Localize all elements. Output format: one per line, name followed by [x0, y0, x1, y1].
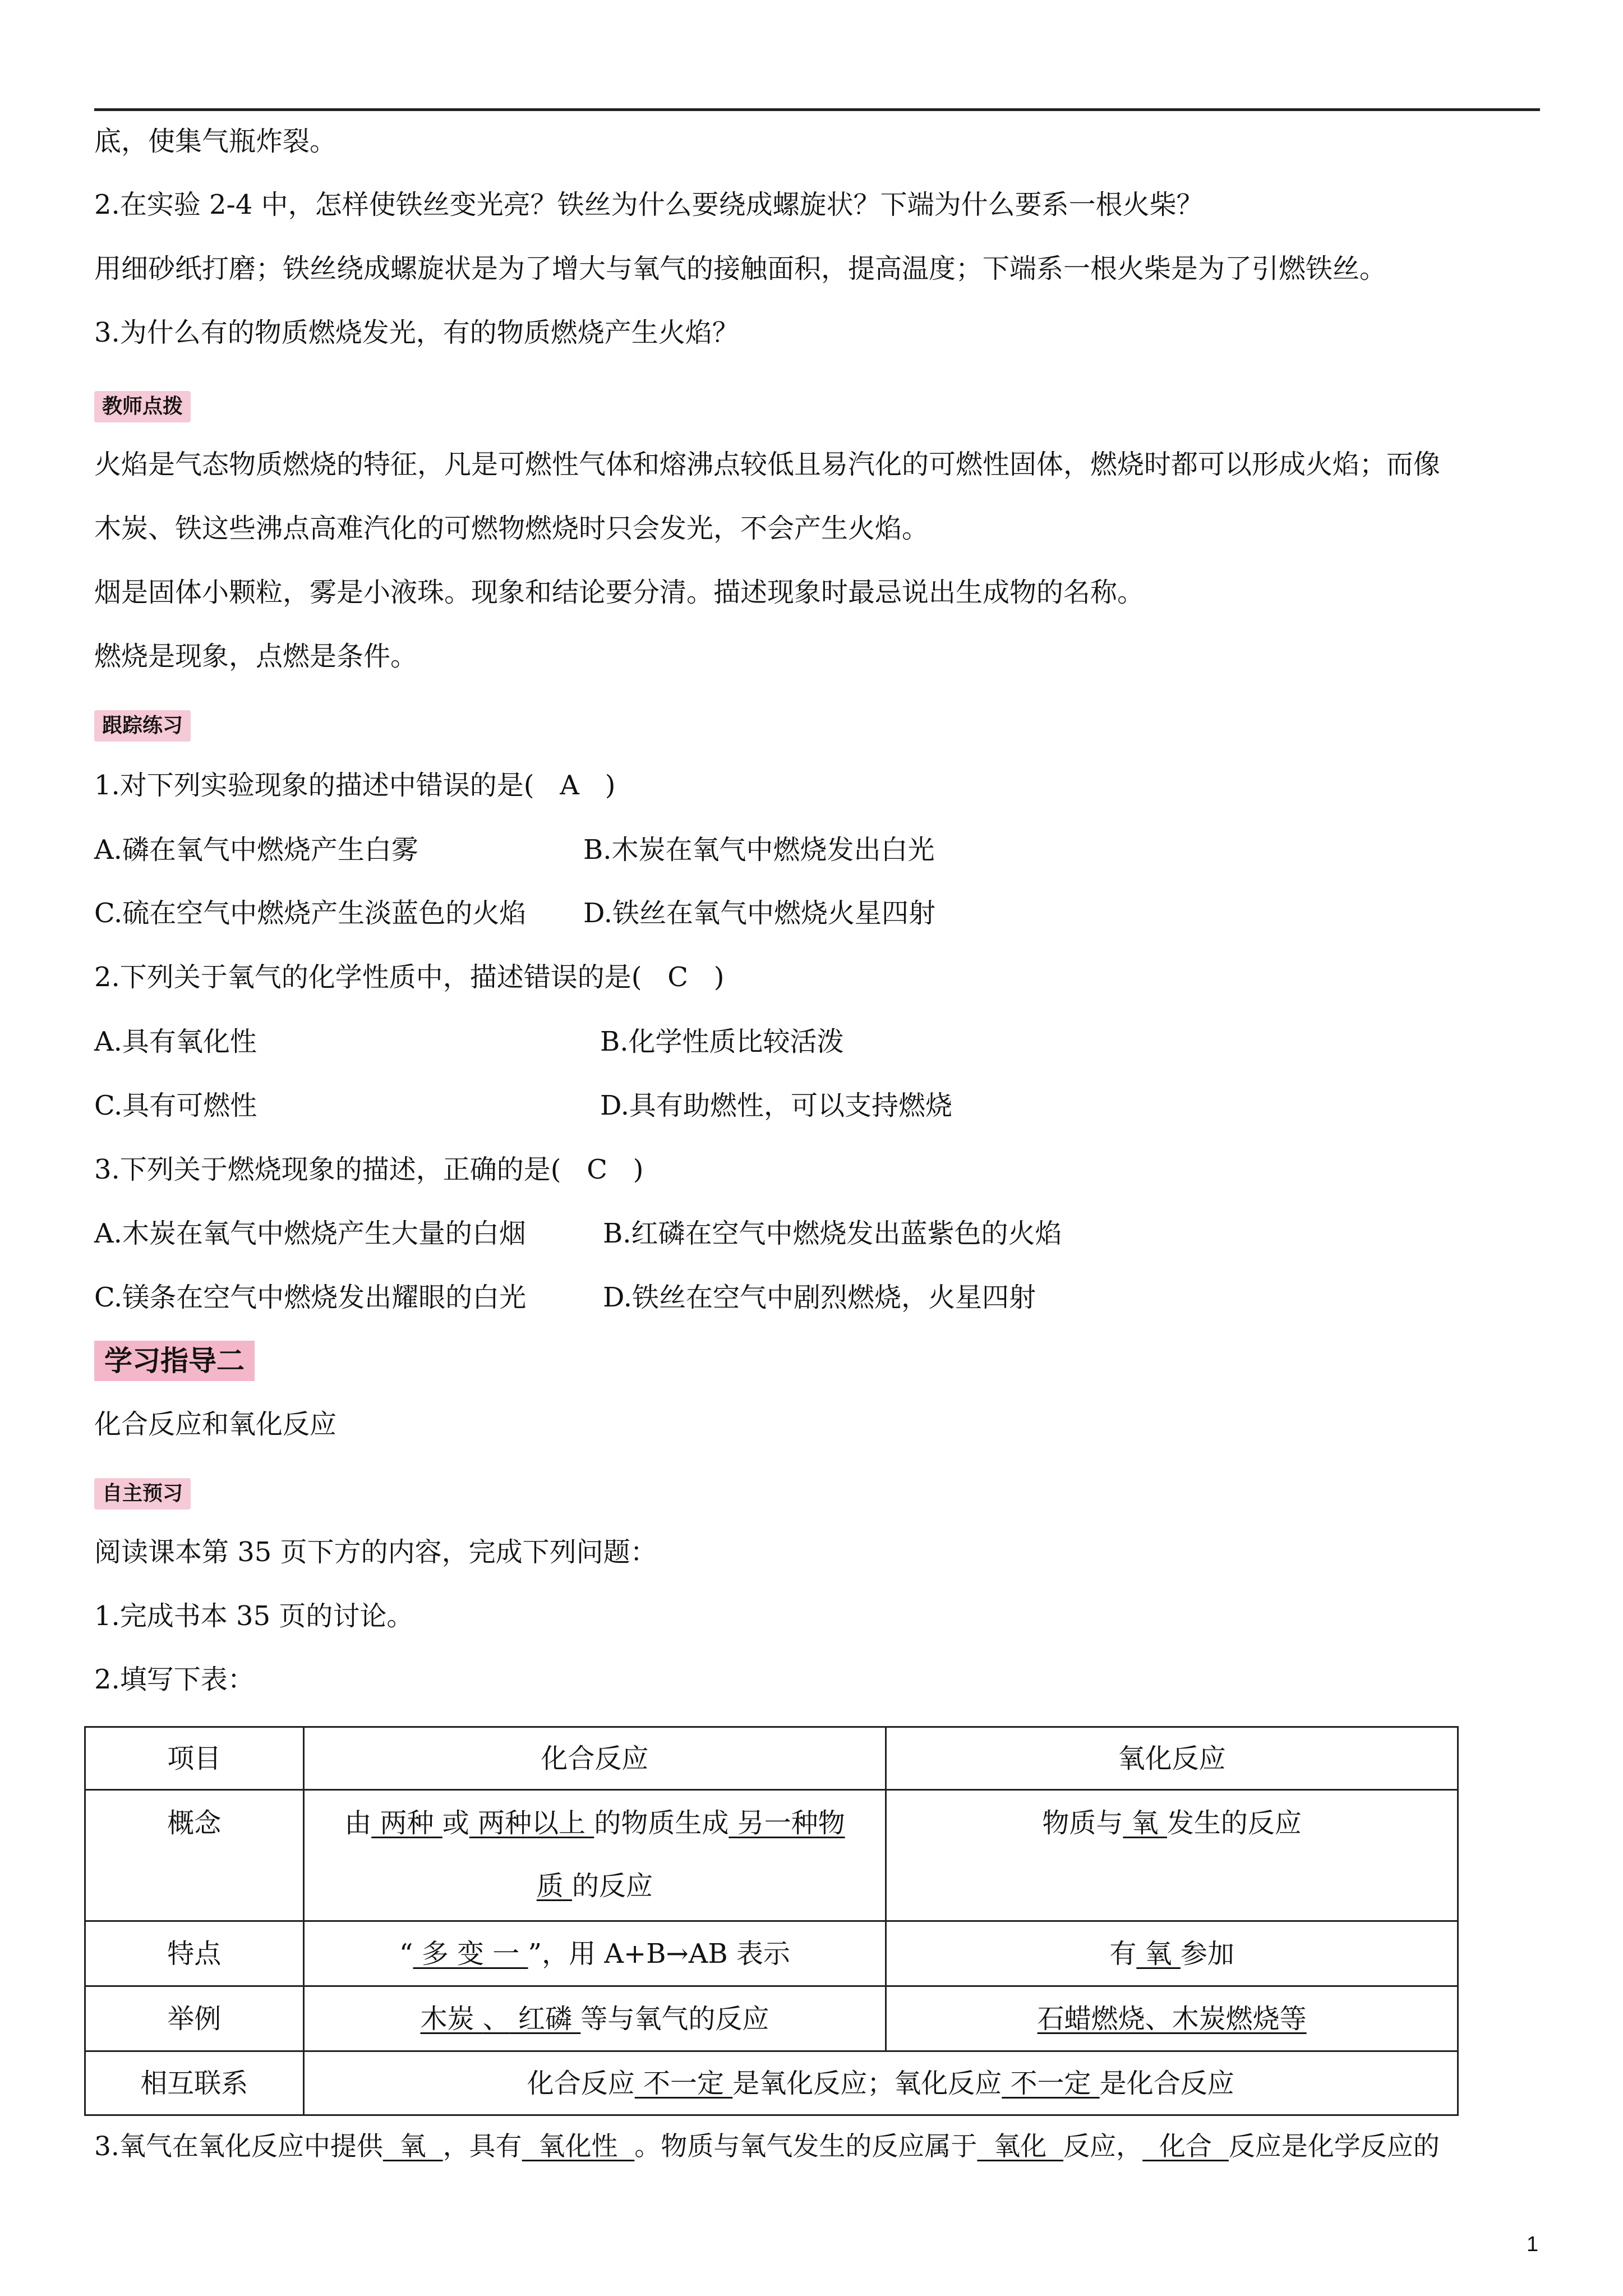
section-2-heading: 学习指导二 — [94, 1341, 255, 1381]
cell-text: 化合反应 — [527, 2067, 635, 2099]
answer-2: 用细砂纸打磨；铁丝绕成螺旋状是为了增大与氧气的接触面积，提高温度；下端系一根火柴是为了引燃铁丝。 — [94, 253, 1387, 284]
practice-label: 跟踪练习 — [94, 710, 191, 742]
answer-blank: 、 — [482, 2003, 510, 2035]
cell-line — [316, 1869, 874, 1903]
teacher-tips-label: 教师点拨 — [94, 391, 191, 422]
table-row — [85, 2051, 1458, 2115]
table-cell — [886, 1986, 1458, 2051]
answer-blank: 一 — [484, 1938, 528, 1970]
question-2: 2.在实验 2-4 中，怎样使铁丝变光亮？铁丝为什么要绕成螺旋状？下端为什么要系一根火柴？ — [94, 189, 1204, 220]
page-number: 1 — [1527, 2233, 1539, 2256]
table-header-row — [85, 1727, 1458, 1790]
option-d: D.铁丝在空气中剧烈燃烧，火星四射 — [603, 1282, 1036, 1313]
cell-text: 由 — [344, 1807, 372, 1839]
option-b: B.红磷在空气中燃烧发出蓝紫色的火焰 — [603, 1218, 1062, 1249]
answer-blank: 两种 — [371, 1807, 442, 1839]
answer-blank: 不一定 — [1002, 2067, 1100, 2099]
option-c: C.硫在空气中燃烧产生淡蓝色的火焰 — [94, 898, 527, 929]
cell-text: 或 — [442, 1807, 469, 1839]
text-line: 底，使集气瓶炸裂。 — [94, 126, 337, 157]
table-cell — [303, 1921, 886, 1986]
cell-line — [316, 1806, 874, 1840]
answer-blank: 木炭 — [420, 2003, 483, 2035]
row-label: 举例 — [85, 1986, 304, 2051]
practice-question-3: 3.下列关于燃烧现象的描述，正确的是( C ) — [94, 1154, 644, 1185]
table-cell — [303, 1790, 886, 1921]
tips-line: 烟是固体小颗粒，雾是小液珠。现象和结论要分清。描述现象时最忌说出生成物的名称。 — [94, 577, 1145, 608]
preview-line: 阅读课本第 35 页下方的内容，完成下列问题： — [94, 1536, 657, 1568]
option-a: A.磷在氧气中燃烧产生白雾 — [94, 834, 418, 866]
option-b: B.化学性质比较活泼 — [600, 1026, 844, 1057]
row-label: 特点 — [85, 1921, 304, 1986]
tips-line: 木炭、铁这些沸点高难汽化的可燃物燃烧时只会发光，不会产生火焰。 — [94, 513, 929, 544]
table-header: 氧化反应 — [886, 1727, 1458, 1790]
answer-blank: 氧 — [382, 2131, 443, 2162]
answer-blank: 另一种物 — [728, 1807, 845, 1839]
tips-line: 燃烧是现象，点燃是条件。 — [94, 641, 418, 672]
table-row — [85, 1790, 1458, 1921]
line-text: 。物质与氧气发生的反应属于 — [634, 2131, 978, 2162]
answer-blank: 多 — [413, 1938, 457, 1970]
answer-blank: 氧 — [1136, 1938, 1181, 1970]
option-d: D.具有助燃性，可以支持燃烧 — [600, 1090, 953, 1121]
row-label: 概念 — [85, 1790, 304, 1921]
header-rule — [94, 108, 1540, 111]
table-cell — [303, 1986, 886, 2051]
answer-blank: 石蜡燃烧、木炭燃烧等 — [1037, 2003, 1307, 2035]
question-3-fill — [94, 2130, 1440, 2164]
self-preview-label: 自主预习 — [94, 1478, 191, 1510]
answer-blank: 氧化性 — [522, 2131, 635, 2162]
cell-text: 等与氧气的反应 — [580, 2003, 769, 2035]
line-text: 反应是化学反应的 — [1228, 2131, 1440, 2162]
section-2-title: 化合反应和氧化反应 — [94, 1409, 337, 1440]
answer-blank: 变 — [457, 1938, 485, 1970]
answer-blank: 两种以上 — [469, 1807, 594, 1839]
cell-text: 有 — [1109, 1938, 1137, 1970]
cell-text: 物质与 — [1042, 1807, 1123, 1839]
cell-text: 的物质生成 — [594, 1807, 729, 1839]
option-c: C.具有可燃性 — [94, 1090, 257, 1121]
cell-text: “ — [399, 1938, 413, 1970]
answer-blank: 质 — [536, 1870, 573, 1902]
preview-line: 1.完成书本 35 页的讨论。 — [94, 1600, 414, 1632]
option-a: A.木炭在氧气中燃烧产生大量的白烟 — [94, 1218, 526, 1249]
cell-text: ”，用 A+B→AB 表示 — [528, 1938, 790, 1970]
cell-text: 是化合反应 — [1099, 2067, 1234, 2099]
practice-question-2: 2.下列关于氧气的化学性质中，描述错误的是( C ) — [94, 961, 725, 993]
cell-text: 参加 — [1180, 1938, 1234, 1970]
table-row — [85, 1986, 1458, 2051]
question-3: 3.为什么有的物质燃烧发光，有的物质燃烧产生火焰？ — [94, 317, 739, 348]
table-cell — [886, 1921, 1458, 1986]
option-d: D.铁丝在氧气中燃烧火星四射 — [583, 898, 936, 929]
reaction-table — [84, 1726, 1459, 2116]
row-label: 相互联系 — [85, 2051, 304, 2115]
table-header: 项目 — [85, 1727, 304, 1790]
table-header: 化合反应 — [303, 1727, 886, 1790]
option-a: A.具有氧化性 — [94, 1026, 257, 1057]
line-text: 3.氧气在氧化反应中提供 — [94, 2131, 383, 2162]
table-row — [85, 1921, 1458, 1986]
option-b: B.木炭在氧气中燃烧发出白光 — [583, 834, 935, 866]
answer-blank: 不一定 — [634, 2067, 733, 2099]
answer-blank: 红磷 — [509, 2003, 581, 2035]
line-text: ，具有 — [442, 2131, 522, 2162]
answer-blank: 氧化 — [977, 2131, 1064, 2162]
preview-line: 2.填写下表： — [94, 1664, 255, 1695]
answer-blank: 化合 — [1142, 2131, 1229, 2162]
practice-question-1: 1.对下列实验现象的描述中错误的是( A ) — [94, 770, 616, 801]
answer-blank: 氧 — [1123, 1807, 1167, 1839]
line-text: 反应， — [1063, 2131, 1143, 2162]
cell-text: 的反应 — [572, 1870, 653, 1902]
cell-text: 发生的反应 — [1166, 1807, 1302, 1839]
table-cell — [886, 1790, 1458, 1921]
tips-line: 火焰是气态物质燃烧的特征，凡是可燃性气体和熔沸点较低且易汽化的可燃性固体，燃烧时都可以形成火焰；而像 — [94, 449, 1441, 480]
cell-text: 是氧化反应；氧化反应 — [732, 2067, 1002, 2099]
table-cell — [303, 2051, 1458, 2115]
option-c: C.镁条在空气中燃烧发出耀眼的白光 — [94, 1282, 527, 1313]
